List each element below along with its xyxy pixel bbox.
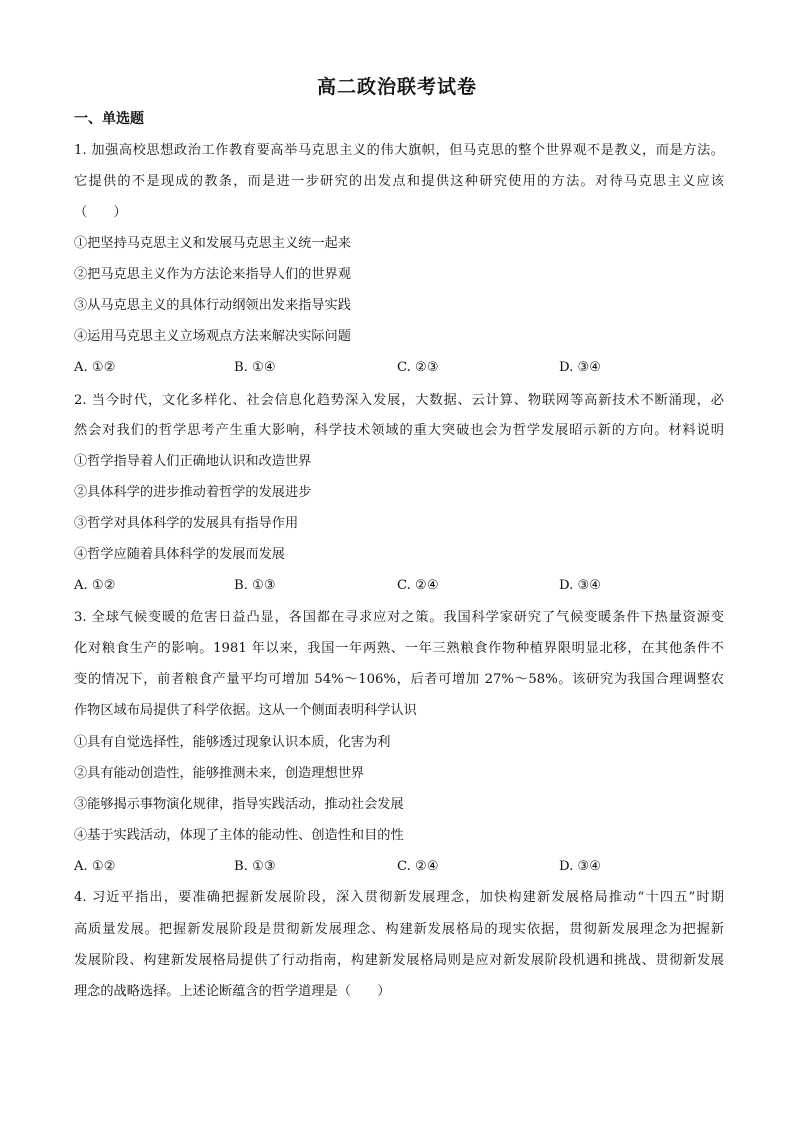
q2-choice-b[interactable]: B. ①③ bbox=[234, 578, 276, 593]
q2-option-1: ①哲学指导着人们正确地认识和改造世界 bbox=[74, 454, 312, 469]
q4-stem-line-2: 高质量发展。把握新发展阶段是贯彻新发展理念、构建新发展格局的现实依据，贯彻新发展理念为把握新 bbox=[74, 922, 724, 937]
q1-option-1: ①把坚持马克思主义和发展马克思主义统一起来 bbox=[74, 236, 351, 251]
q2-option-4: ④哲学应随着具体科学的发展而发展 bbox=[74, 547, 285, 562]
q3-option-4: ④基于实践活动，体现了主体的能动性、创造性和目的性 bbox=[74, 828, 404, 843]
q1-choice-d[interactable]: D. ③④ bbox=[559, 360, 602, 375]
q2-choices bbox=[74, 576, 724, 596]
q4-stem-line-3: 发展阶段、构建新发展格局提供了行动指南，构建新发展格局则是应对新发展阶段机遇和挑战、贯彻新发展 bbox=[74, 953, 724, 968]
q3-choice-a[interactable]: A. ①② bbox=[74, 859, 116, 874]
q3-stem-line-3: 变的情况下，前者粮食产量平均可增加 54%～106%，后者可增加 27%～58%。该研究为我国合理调整农 bbox=[74, 672, 724, 687]
q3-choice-c[interactable]: C. ②④ bbox=[397, 859, 439, 874]
q1-choice-a[interactable]: A. ①② bbox=[74, 360, 116, 375]
q4-stem-line-4: 理念的战略选择。上述论断蕴含的哲学道理是（ ） bbox=[74, 984, 391, 999]
q1-choice-c[interactable]: C. ②③ bbox=[397, 360, 439, 375]
q3-stem-line-2: 化对粮食生产的影响。1981 年以来，我国一年两熟、一年三熟粮食作物种植界限明显北移，在其他条件不 bbox=[74, 641, 724, 656]
q1-choice-b[interactable]: B. ①④ bbox=[234, 360, 276, 375]
q2-option-2: ②具体科学的进步推动着哲学的发展进步 bbox=[74, 485, 312, 500]
q2-choice-d[interactable]: D. ③④ bbox=[559, 578, 602, 593]
q3-choice-d[interactable]: D. ③④ bbox=[559, 859, 602, 874]
q3-stem-line-1: 3. 全球气候变暖的危害日益凸显，各国都在寻求应对之策。我国科学家研究了气候变暖条件下热量资源变 bbox=[74, 610, 724, 625]
q1-stem-line-1: 1. 加强高校思想政治工作教育要高举马克思主义的伟大旗帜，但马克思的整个世界观不是教义，而是方法。 bbox=[74, 143, 724, 158]
q2-option-3: ③哲学对具体科学的发展具有指导作用 bbox=[74, 516, 299, 531]
q3-choices bbox=[74, 857, 724, 877]
q2-choice-a[interactable]: A. ①② bbox=[74, 578, 116, 593]
q1-option-2: ②把马克思主义作为方法论来指导人们的世界观 bbox=[74, 267, 351, 282]
section-heading: 一、单选题 bbox=[74, 111, 144, 127]
q1-stem-line-3: （ ） bbox=[74, 205, 127, 220]
q2-choice-c[interactable]: C. ②④ bbox=[397, 578, 439, 593]
q1-choices bbox=[74, 358, 724, 378]
q3-option-2: ②具有能动创造性，能够推测未来，创造理想世界 bbox=[74, 766, 365, 781]
q1-option-4: ④运用马克思主义立场观点方法来解决实际问题 bbox=[74, 329, 351, 344]
q3-stem-line-4: 作物区域布局提供了科学依据。这从一个侧面表明科学认识 bbox=[74, 703, 417, 718]
q1-stem-line-2: 它提供的不是现成的教条，而是进一步研究的出发点和提供这种研究使用的方法。对待马克思主义应该 bbox=[74, 174, 724, 189]
q2-stem-line-1: 2. 当今时代，文化多样化、社会信息化趋势深入发展，大数据、云计算、物联网等高新技术不断涌现，必 bbox=[74, 393, 724, 408]
q2-stem-line-2: 然会对我们的哲学思考产生重大影响，科学技术领域的重大突破也会为哲学发展昭示新的方向。材料说明 bbox=[74, 423, 724, 438]
q3-option-1: ①具有自觉选择性，能够透过现象认识本质，化害为利 bbox=[74, 735, 391, 750]
q1-option-3: ③从马克思主义的具体行动纲领出发来指导实践 bbox=[74, 298, 351, 313]
q4-stem-line-1: 4. 习近平指出，要准确把握新发展阶段，深入贯彻新发展理念，加快构建新发展格局推动“十四五”时期 bbox=[74, 890, 724, 905]
page-title: 高二政治联考试卷 bbox=[316, 76, 477, 98]
q3-option-3: ③能够揭示事物演化规律，指导实践活动，推动社会发展 bbox=[74, 797, 404, 812]
q3-choice-b[interactable]: B. ①③ bbox=[234, 859, 276, 874]
